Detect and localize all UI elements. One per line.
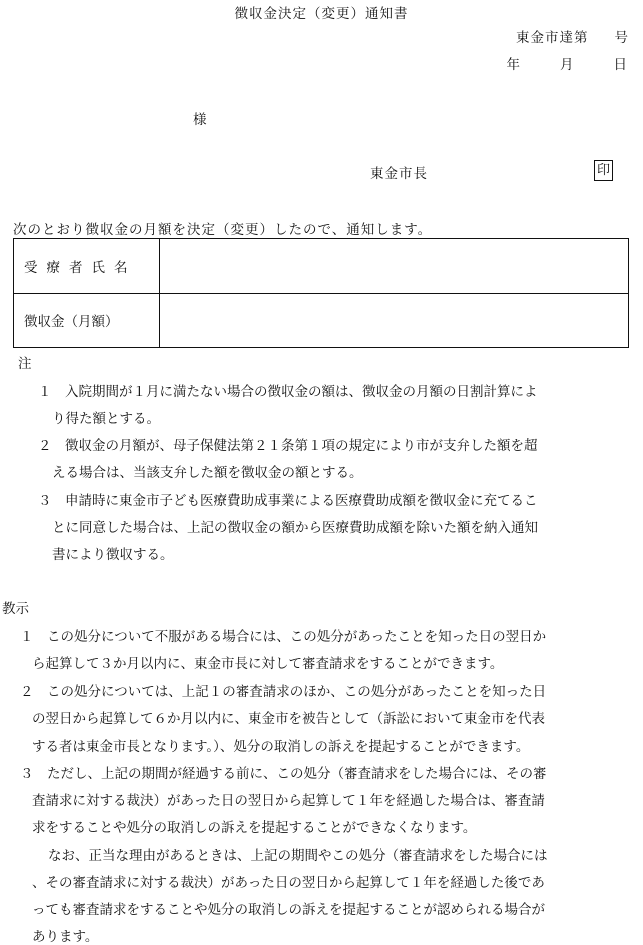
instruction-line: の翌日から起算して６か月以内に、東金市を被告として（訴訟において東金市を代表 <box>32 711 545 727</box>
document-title: 徴収金決定（変更）通知書 <box>234 6 409 22</box>
table-row <box>14 293 629 348</box>
seal-mark: 印 <box>594 160 613 181</box>
date-day: 日 <box>613 57 627 73</box>
note-line: 書により徴収する。 <box>52 547 174 563</box>
note-line: える場合は、当該支弁した額を徴収金の額とする。 <box>52 465 363 481</box>
note-line: １ 入院期間が１月に満たない場合の徴収金の額は、徴収金の月額の日割計算によ <box>38 384 538 400</box>
instruction-line: あります。 <box>32 929 99 945</box>
instruction-line: ら起算して３か月以内に、東金市長に対して審査請求をすることができます。 <box>32 656 504 672</box>
instruction-line: 求をすることや処分の取消しの訴えを提起することができなくなります。 <box>32 820 477 836</box>
note-line: とに同意した場合は、上記の徴収金の額から医療費助成額を除いた額を納入通知 <box>52 520 538 536</box>
notes-heading: 注 <box>18 356 32 372</box>
document-number <box>516 26 629 46</box>
recipient-name-label: 受療者氏名 <box>14 239 160 294</box>
instructions-heading: 教示 <box>2 601 29 617</box>
monthly-amount-value <box>160 293 629 348</box>
instruction-line: する者は東金市長となります。）、処分の取消しの訴えを提起することができます。 <box>32 739 530 755</box>
instruction-line: っても審査請求をすることや処分の取消しの訴えを提起することが認められる場合が <box>32 902 545 918</box>
intro-text: 次のとおり徴収金の月額を決定（変更）したので、通知します。 <box>13 222 433 238</box>
table-row <box>14 239 629 294</box>
issue-date <box>467 53 628 73</box>
recipient-honorific: 様 <box>193 112 207 128</box>
issuer-name: 東金市長 <box>370 166 428 182</box>
instruction-line: 、その審査請求に対する裁決）があった日の翌日から起算して１年を経過した後であ <box>32 875 545 891</box>
instruction-line: ３ ただし、上記の期間が経過する前に、この処分（審査請求をした場合には、その審 <box>20 766 547 782</box>
date-month: 月 <box>560 57 574 73</box>
recipient-name-value <box>160 239 629 294</box>
instruction-line: なお、正当な理由があるときは、上記の期間やこの処分（審査請求をした場合には <box>48 848 548 864</box>
document-number-suffix: 号 <box>614 30 629 46</box>
document-number-prefix: 東金市達第 <box>516 30 589 46</box>
instruction-line: １ この処分について不服がある場合には、この処分があったことを知った日の翌日か <box>20 629 547 645</box>
instruction-line: 査請求に対する裁決）があった日の翌日から起算して１年を経過した場合は、審査請 <box>32 793 545 809</box>
note-line: り得た額とする。 <box>52 411 160 427</box>
info-table <box>13 238 629 348</box>
date-year: 年 <box>506 57 520 73</box>
note-line: ２ 徴収金の月額が、母子保健法第２１条第１項の規定により市が支弁した額を超 <box>38 438 538 454</box>
instruction-line: ２ この処分については、上記１の審査請求のほか、この処分があったことを知った日 <box>20 684 547 700</box>
note-line: ３ 申請時に東金市子ども医療費助成事業による医療費助成額を徴収金に充てるこ <box>38 493 538 509</box>
monthly-amount-label: 徴収金（月額） <box>14 293 160 348</box>
